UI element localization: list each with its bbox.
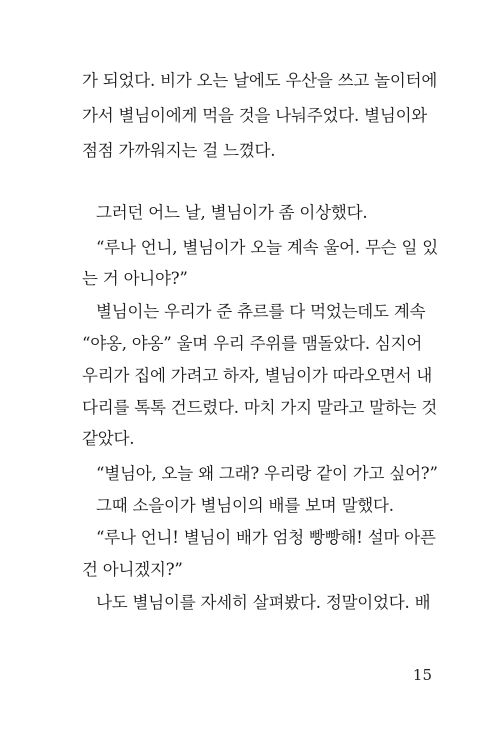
text-line-2: 가서 별님이에게 먹을 것을 나눠주었다. 별님이와 bbox=[82, 106, 428, 125]
text-line-9: 우리가 집에 가려고 하자, 별님이가 따라오면서 내 bbox=[82, 366, 433, 385]
text-line-12: “별님아, 오늘 왜 그래? 우리랑 같이 가고 싶어?” bbox=[96, 464, 438, 483]
text-line-5: “루나 언니, 별님이가 오늘 계속 울어. 무슨 일 있 bbox=[96, 238, 438, 257]
text-line-13: 그때 소을이가 별님이의 배를 보며 말했다. bbox=[96, 496, 394, 515]
text-line-4: 그러던 어느 날, 별님이가 좀 이상했다. bbox=[96, 203, 368, 222]
text-line-7: 별님이는 우리가 준 츄르를 다 먹었는데도 계속 bbox=[96, 302, 426, 321]
text-line-3: 점점 가까워지는 걸 느꼈다. bbox=[82, 141, 276, 160]
text-line-1: 가 되었다. 비가 오는 날에도 우산을 쓰고 놀이터에 bbox=[82, 71, 438, 90]
text-line-6: 는 거 아니야?” bbox=[82, 269, 188, 288]
text-line-15: 건 아니겠지?” bbox=[82, 560, 183, 579]
text-line-16: 나도 별님이를 자세히 살펴봤다. 정말이었다. 배 bbox=[96, 593, 431, 612]
text-line-11: 같았다. bbox=[82, 429, 135, 448]
text-line-8: “야옹, 야옹” 울며 우리 주위를 맴돌았다. 심지어 bbox=[82, 334, 423, 353]
page-number: 15 bbox=[412, 666, 432, 684]
text-line-10: 다리를 톡톡 건드렸다. 마치 가지 말라고 말하는 것 bbox=[82, 398, 438, 417]
text-line-14: “루나 언니! 별님이 배가 엄청 빵빵해! 설마 아픈 bbox=[96, 528, 436, 547]
